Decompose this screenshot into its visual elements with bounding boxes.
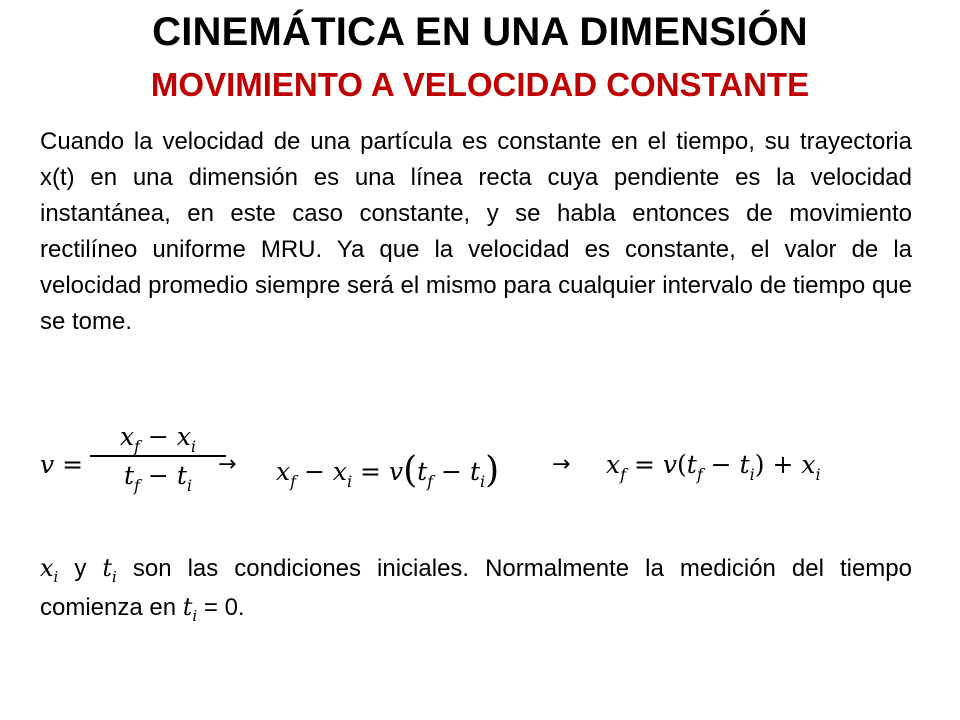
body-paragraph: Cuando la velocidad de una partícula es constante en el tiempo, su trayectoria x(t) en una dimensión es una línea recta cuya pendiente es la velocidad instantánea, en este caso constante, y se habla entonces de movimiento rectilíneo uniforme MRU. Ya que la velocidad es constante, el valor de la velocidad promedio siempre será el mismo para cualquier intervalo de tiempo que se tome. [40,128,912,335]
symbol-t: t [102,554,113,582]
symbol-t: t [182,593,193,621]
eq3: $x_f = v(t_f - t_i) + x_i$ [606,450,821,484]
symbol-x: x [40,554,54,582]
eq1-lhs: v = [40,450,84,479]
slide-subtitle: MOVIMIENTO A VELOCIDAD CONSTANTE [150,66,810,103]
subscript-i: i [53,568,59,586]
arrow-icon: → [218,452,237,477]
eq1-numerator: $x_f - x_i$ [119,422,197,456]
eq1-fraction [88,422,228,495]
footer-paragraph [40,550,912,628]
footer-text-and: y [58,555,103,582]
arrow-icon: → [552,452,571,477]
eq1-denominator: $t_f - t_i$ [124,461,192,495]
subscript-i: i [112,568,117,586]
footer-text-end: = 0. [197,594,245,621]
equations-row [40,418,910,518]
slide-title: CINEMÁTICA EN UNA DIMENSIÓN [152,10,808,54]
eq2: $x_f - x_i = v(t_f - t_i)$ [276,450,500,491]
footer-text-conditions: son las condiciones iniciales. Normalmente la medición del tiempo comienza en [40,555,912,621]
subscript-i: i [192,607,198,625]
